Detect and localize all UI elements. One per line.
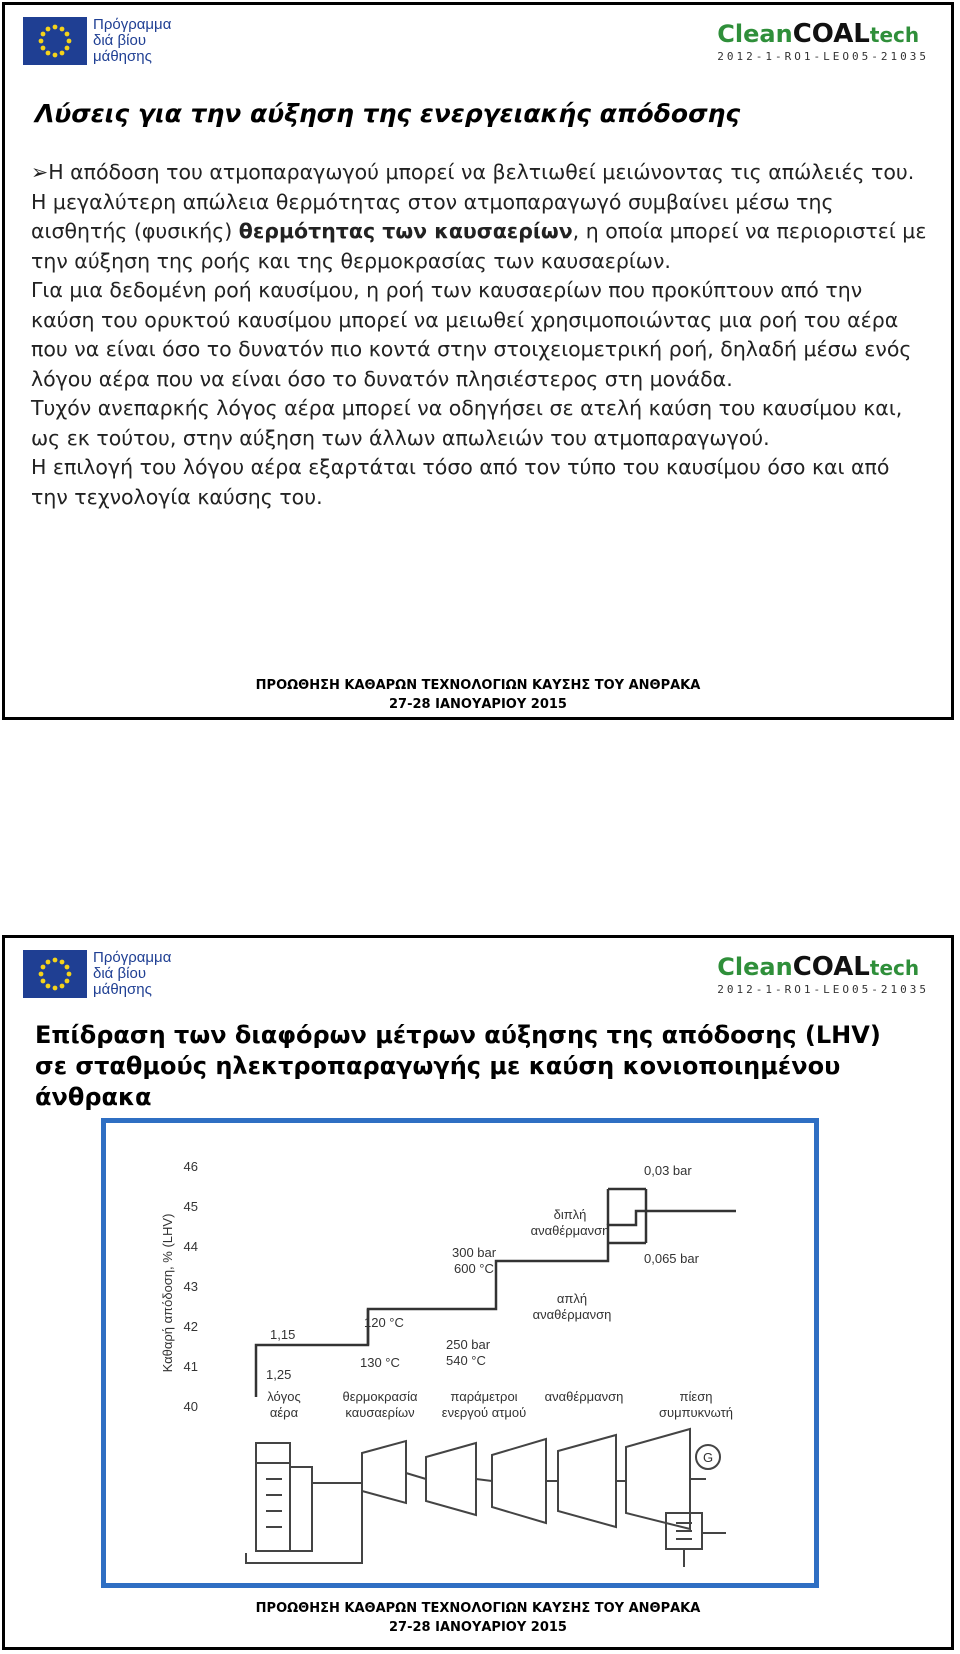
category-2-line-2: καυσαερίων: [345, 1405, 415, 1420]
category-3-line-1: παράμετροι: [450, 1389, 518, 1404]
brand-clean: Clean: [717, 20, 793, 48]
eu-program-line-3: μάθησης: [93, 981, 152, 998]
category-1-line-2: αέρα: [269, 1405, 299, 1420]
project-code: 2012-1-RO1-LEO05-21035: [717, 983, 929, 996]
paragraph-5: Η επιλογή του λόγου αέρα εξαρτάται τόσο από τον τύπο του καυσίμου όσο και από την τεχνολογία καύσης του.: [31, 455, 890, 509]
footer-line-1: ΠΡΟΩΘΗΣΗ ΚΑΘΑΡΩΝ ΤΕΧΝΟΛΟΓΙΩΝ ΚΑΥΣΗΣ ΤΟΥ ΑΝΘΡΑΚΑ: [255, 678, 701, 693]
category-1-line-1: λόγος: [267, 1389, 301, 1404]
eu-program-line-2: διά βίου: [93, 965, 147, 982]
paragraph-1: [31, 158, 931, 188]
annotation-0-065bar: 0,065 bar: [644, 1251, 699, 1266]
figure-ylabel: Καθαρή απόδοση, % (LHV): [160, 1213, 175, 1373]
brand-clean: Clean: [717, 953, 793, 981]
slide-2: [2, 935, 954, 1650]
ytick-46: 46: [183, 1159, 198, 1174]
ytick-43: 43: [183, 1279, 198, 1294]
eu-program-line-3: μάθησης: [93, 48, 152, 65]
annotation-apli-2: αναθέρμανση: [532, 1307, 612, 1322]
annotation-1-15: 1,15: [270, 1327, 296, 1342]
footer-line-1: ΠΡΟΩΘΗΣΗ ΚΑΘΑΡΩΝ ΤΕΧΝΟΛΟΓΙΩΝ ΚΑΥΣΗΣ ΤΟΥ ΑΝΘΡΑΚΑ: [255, 1601, 701, 1616]
brand-coal: COAL: [792, 19, 870, 49]
annotation-540c: 540 °C: [446, 1353, 486, 1368]
efficiency-staircase-figure: [101, 1118, 819, 1588]
paragraph-2-post: , η οποία μπορεί να περιοριστεί με την αύξηση της ροής και της θερμοκρασίας των καυσαερίων.: [31, 219, 927, 273]
ytick-45: 45: [183, 1199, 198, 1214]
ytick-44: 44: [183, 1239, 198, 1254]
annotation-0-03bar: 0,03 bar: [644, 1163, 692, 1178]
annotation-120c: 120 °C: [364, 1315, 404, 1330]
annotation-apli-1: απλή: [556, 1291, 588, 1306]
efficiency-staircase-line: [256, 1211, 736, 1397]
paragraph-2-bold: θερμότητας των καυσαερίων: [238, 219, 573, 243]
cleancoaltech-logo: [717, 954, 929, 996]
category-4-line-1: αναθέρμανση: [544, 1389, 624, 1404]
category-5-line-2: συμπυκνωτή: [658, 1405, 734, 1420]
category-5-line-1: πίεση: [679, 1389, 713, 1404]
slide-1-title: Λύσεις για την αύξηση της ενεργειακής απόδοσης: [35, 99, 741, 128]
generator-icon: G: [702, 1450, 714, 1465]
slide-2-footer: [5, 1599, 951, 1637]
eu-flag-icon: [23, 950, 87, 998]
annotation-dipli-1: διπλή: [553, 1207, 587, 1222]
project-code: 2012-1-RO1-LEO05-21035: [717, 50, 929, 63]
eu-program-line-2: διά βίου: [93, 32, 147, 49]
slide-1: [2, 2, 954, 720]
brand-tech: tech: [869, 23, 920, 47]
category-2-line-1: θερμοκρασία: [342, 1389, 418, 1404]
brand-coal: COAL: [792, 952, 870, 982]
annotation-1-25: 1,25: [266, 1367, 292, 1382]
slide-2-title: Επίδραση των διαφόρων μέτρων αύξησης της απόδοσης (LHV) σε σταθμούς ηλεκτροπαραγωγής με καύση κονιοποιημένου άνθρακα: [35, 1021, 881, 1111]
eu-program-line-1: Πρόγραμμα: [93, 16, 172, 33]
footer-line-2: 27-28 ΙΑΝΟΥΑΡΙΟΥ 2015: [389, 697, 567, 712]
ytick-40: 40: [183, 1399, 198, 1414]
arrow-bullet-icon: ➢: [31, 160, 49, 184]
ytick-41: 41: [183, 1359, 198, 1374]
paragraph-4: Τυχόν ανεπαρκής λόγος αέρα μπορεί να οδηγήσει σε ατελή καύση του καυσίμου και, ως εκ τούτου, στην αύξηση των άλλων απωλειών του ατμοπαραγωγού.: [31, 396, 903, 450]
slide-1-footer: [5, 676, 951, 714]
category-3-line-2: ενεργού ατμού: [441, 1405, 527, 1420]
footer-line-2: 27-28 ΙΑΝΟΥΑΡΙΟΥ 2015: [389, 1620, 567, 1635]
paragraph-1-text: Η απόδοση του ατμοπαραγωγού μπορεί να βελτιωθεί μειώνοντας τις απώλειές του.: [48, 160, 915, 184]
eu-lifelong-learning-logo: [23, 17, 171, 65]
annotation-600c: 600 °C: [454, 1261, 494, 1276]
paragraph-3: Για μια δεδομένη ροή καυσίμου, η ροή των καυσαερίων που προκύπτουν από την καύση του ορυκτού καυσίμου μπορεί να μειωθεί χρησιμοποιώντας μια ροή του αέρα που να είναι όσο το δυνατόν πιο κοντά στην στοιχειομετρική ροή, δηλαδή μέσω ενός λόγου αέρα που να είναι όσο το δυνατόν πλησιέστερος στη μονάδα.: [31, 278, 912, 391]
annotation-130c: 130 °C: [360, 1355, 400, 1370]
ytick-42: 42: [183, 1319, 198, 1334]
slide-1-body: [31, 158, 931, 512]
cleancoaltech-logo: [717, 21, 929, 63]
brand-tech: tech: [869, 956, 920, 980]
paragraph-2-pre: Η μεγαλύτερη απώλεια θερμότητας στον ατμοπαραγωγό συμβαίνει μέσω της αισθητής (φυσικής): [31, 189, 834, 243]
annotation-dipli-2: αναθέρμανση: [530, 1223, 610, 1238]
annotation-300bar: 300 bar: [452, 1245, 497, 1260]
eu-program-line-1: Πρόγραμμα: [93, 949, 172, 966]
power-plant-schematic: [246, 1429, 726, 1567]
eu-flag-icon: [23, 17, 87, 65]
eu-lifelong-learning-logo: [23, 950, 171, 998]
paragraph-2: [31, 188, 931, 277]
annotation-250bar: 250 bar: [446, 1337, 491, 1352]
